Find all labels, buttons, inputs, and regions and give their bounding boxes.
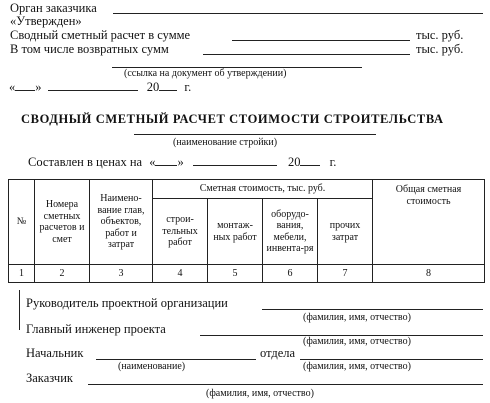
department-label: отдела — [260, 346, 296, 360]
customer-label: Заказчик — [26, 371, 73, 385]
approval-document-caption: (ссылка на документ об утверждении) — [124, 68, 287, 79]
prices-year-line[interactable] — [300, 165, 320, 166]
header-col-equipment: оборудо-вания, мебели, инвента-ря — [263, 199, 318, 265]
approval-day-line[interactable] — [15, 90, 35, 91]
header-col-total: Общая сметная стоимость — [373, 180, 485, 265]
customer-line[interactable] — [88, 384, 483, 385]
returnable-unit: тыс. руб. — [416, 42, 464, 56]
column-number: 4 — [153, 265, 208, 283]
date-open-quote: « — [9, 80, 16, 94]
project-head-caption: (фамилия, имя, отчество) — [303, 312, 411, 323]
chief-engineer-caption: (фамилия, имя, отчество) — [303, 336, 411, 347]
column-number: 6 — [263, 265, 318, 283]
column-number: 3 — [90, 265, 153, 283]
header-col-mounting: монтаж-ных работ — [208, 199, 263, 265]
department-name-caption: (наименование) — [118, 361, 186, 372]
construction-name-line[interactable] — [134, 134, 376, 135]
customer-caption: (фамилия, имя, отчество) — [206, 388, 314, 399]
construction-name-caption: (наименование стройки) — [173, 137, 278, 148]
prices-close-quote: » — [177, 155, 184, 169]
summary-sum-line[interactable] — [232, 40, 410, 41]
project-head-label: Руководитель проектной организации — [26, 296, 228, 310]
department-name-line[interactable] — [96, 359, 256, 360]
approval-month-line[interactable] — [48, 90, 138, 91]
customer-organ-label: Орган заказчика — [10, 1, 97, 15]
signature-left-bracket — [19, 290, 20, 330]
estimate-table — [8, 179, 485, 283]
date-close-quote: » — [35, 80, 42, 94]
header-col-group: Сметная стоимость, тыс. руб. — [153, 180, 373, 199]
project-head-line[interactable] — [262, 309, 483, 310]
approval-date — [9, 80, 191, 94]
chief-engineer-label: Главный инженер проекта — [26, 322, 166, 336]
header-col-no: № — [9, 180, 35, 265]
prices-label: Составлен в ценах на — [28, 155, 143, 169]
returnable-sum-line[interactable] — [203, 54, 410, 55]
approval-year-line[interactable] — [159, 90, 177, 91]
prices-row — [28, 155, 336, 169]
department-head-label: Начальник — [26, 346, 84, 360]
department-head-caption: (фамилия, имя, отчество) — [303, 361, 411, 372]
header-col-construction: строи-тельных работ — [153, 199, 208, 265]
summary-sum-label: Сводный сметный расчет в сумме — [10, 28, 191, 42]
header-col-names: Наимено-вание глав, объектов, работ и затрат — [90, 180, 153, 265]
summary-unit: тыс. руб. — [416, 28, 464, 42]
customer-organ-line[interactable] — [113, 13, 483, 14]
prices-day-line[interactable] — [155, 165, 177, 166]
column-number: 2 — [35, 265, 90, 283]
column-number: 1 — [9, 265, 35, 283]
approved-label: «Утвержден» — [10, 14, 82, 28]
prices-year-prefix: 20 — [287, 155, 301, 169]
column-number: 5 — [208, 265, 263, 283]
column-number: 7 — [318, 265, 373, 283]
prices-year-suffix: г. — [329, 155, 337, 169]
prices-open-quote: « — [149, 155, 156, 169]
prices-month-line[interactable] — [193, 165, 277, 166]
header-col-numbers: Номера сметных расчетов и смет — [35, 180, 90, 265]
department-head-line[interactable] — [300, 359, 483, 360]
returnable-sum-label: В том числе возвратных сумм — [10, 42, 169, 56]
approval-year-prefix: 20 — [146, 80, 160, 94]
header-col-other: прочих затрат — [318, 199, 373, 265]
approval-year-suffix: г. — [184, 80, 192, 94]
column-number: 8 — [373, 265, 485, 283]
document-title: СВОДНЫЙ СМЕТНЫЙ РАСЧЕТ СТОИМОСТИ СТРОИТЕЛЬСТВА — [21, 112, 444, 126]
table-row — [9, 265, 485, 283]
